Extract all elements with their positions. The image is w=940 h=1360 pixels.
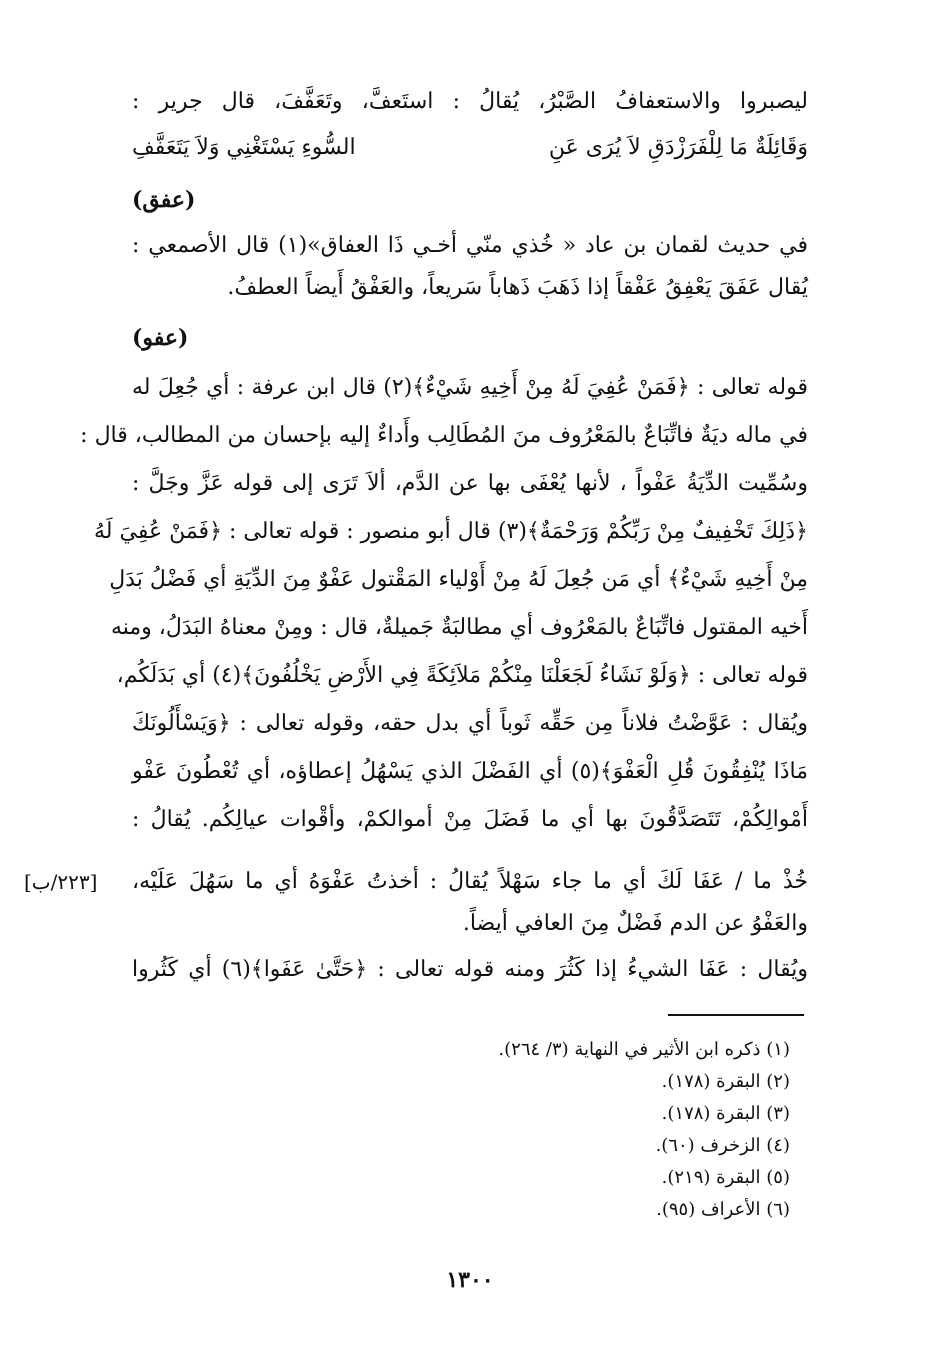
text-line: مِنْ أَخِيهِ شَيْءٌ﴾ أي مَن جُعِلَ لَهُ مِنْ أَوْلياء المَقْتول عَفْوٌ مِنَ الدِّيَةِ أي فَضْلُ بَدَلِ bbox=[109, 567, 808, 592]
text-line: قوله تعالى : ﴿وَلَوْ نَشَاءُ لَجَعَلْنَا مِنْكُمْ مَلاَئِكَةً فِي الأَرْضِ يَخْلُفُونَ﴾(٤) أي بَدَلَكُم، bbox=[116, 663, 808, 688]
page-number: ١٣٠٠ bbox=[446, 1267, 494, 1293]
text-line: ويُقال : عَفَا الشيءُ إذا كَثُرَ ومنه قوله تعالى : ﴿حَتَّىٰ عَفَوا﴾(٦) أي كَثُروا bbox=[132, 957, 808, 982]
text-line: أَمْوالِكُمْ، تَتَصَدَّقُونَ بها أي ما فَضَلَ مِنْ أموالكمْ، وأقْوات عيالِكُم. يُقالُ : bbox=[132, 807, 808, 832]
entry-heading: (عفق) bbox=[132, 187, 196, 213]
text-line: أَخيه المقتول فاتِّبَاعٌ بالمَعْرُوف أي مطالبَةٌ جَميلةٌ، قال : ومِنْ معناهُ البَدَلُ، ومنه bbox=[110, 615, 808, 640]
text-line: ليصبروا والاستعفافُ الصَّبْرُ، يُقالُ : استَعفَّ، وتَعَفَّفَ، قال جرير : bbox=[132, 89, 808, 114]
footnote-divider bbox=[668, 1014, 804, 1016]
text-line: يُقال عَفَقَ يَعْفِقُ عَفْقاً إذا ذَهَبَ ذَهاباً سَريعاً، والعَفْقُ أَيضاً العطفُ. bbox=[227, 275, 808, 300]
text-line: ويُقال : عَوَّضْتُ فلاناً مِن حَقِّه ثَوباً أي بدل حقه، وقوله تعالى : ﴿وَيَسْأَلُونَكَ bbox=[132, 711, 808, 736]
footnote: (٥) البقرة (٢١٩). bbox=[661, 1167, 790, 1188]
folio-margin-note: [٢٢٣/ب] bbox=[24, 870, 98, 894]
text-line: خُذْ ما / عَفَا لَكَ أي ما جاء سَهْلاً يُقالُ : أخذتُ عَفْوَهُ أي ما سَهُلَ عَلَيْه، bbox=[132, 869, 808, 894]
footnote: (٣) البقرة (١٧٨). bbox=[661, 1103, 790, 1124]
footnote: (٦) الأعراف (٩٥). bbox=[656, 1199, 790, 1220]
poem-verse bbox=[132, 128, 808, 168]
text-line: في ماله ديَةٌ فاتِّبَاعٌ بالمَعْرُوف منَ المُطَالِب وأَداءٌ إليه بإحسان من المطالب، قال : bbox=[80, 423, 808, 448]
text-line: وسُمِّيت الدِّيَةُ عَفْواً ، لأنها يُعْفَى بها عن الدَّم، ألاَ تَرَى إلى قوله عَزَّ وجَلَّ : bbox=[132, 471, 808, 496]
verse-first-hemistich: وَقَائِلَةٌ مَا لِلْفَرَزْدَقِ لاَ يُرَى عَنِ bbox=[548, 135, 808, 160]
footnote: (١) ذكره ابن الأثير في النهاية (٣/ ٢٦٤). bbox=[498, 1039, 790, 1060]
text-line: قوله تعالى : ﴿فَمَنْ عُفِيَ لَهُ مِنْ أَخِيهِ شَيْءٌ﴾(٢) قال ابن عرفة : أي جُعِلَ له bbox=[132, 375, 808, 400]
text-line: مَاذَا يُنْفِقُونَ قُلِ الْعَفْوَ﴾(٥) أي الفَضْلَ الذي يَسْهُلُ إعطاؤه، أي تُعْطُونَ عَفْو bbox=[132, 759, 808, 784]
footnote: (٢) البقرة (١٧٨). bbox=[661, 1071, 790, 1092]
verse-second-hemistich: السُّوءِ يَسْتَغْنِي وَلاَ يَتَعَفَّفِ bbox=[132, 135, 356, 160]
text-line: في حديث لقمان بن عاد « خُذي منّي أخـي ذَا العفاق»(١) قال الأصمعي : bbox=[132, 233, 809, 258]
text-line: والعَفْوُ عن الدم فَضْلٌ مِنَ العافي أيضاً. bbox=[462, 911, 808, 936]
footnote: (٤) الزخرف (٦٠). bbox=[655, 1135, 790, 1156]
text-line: ﴿ذَلِكَ تَخْفِيفٌ مِنْ رَبِّكُمْ وَرَحْمَةٌ﴾(٣) قال أبو منصور : قوله تعالى : ﴿فَمَنْ عُفِيَ لَهُ bbox=[94, 519, 808, 544]
entry-heading: (عفو) bbox=[132, 325, 189, 351]
